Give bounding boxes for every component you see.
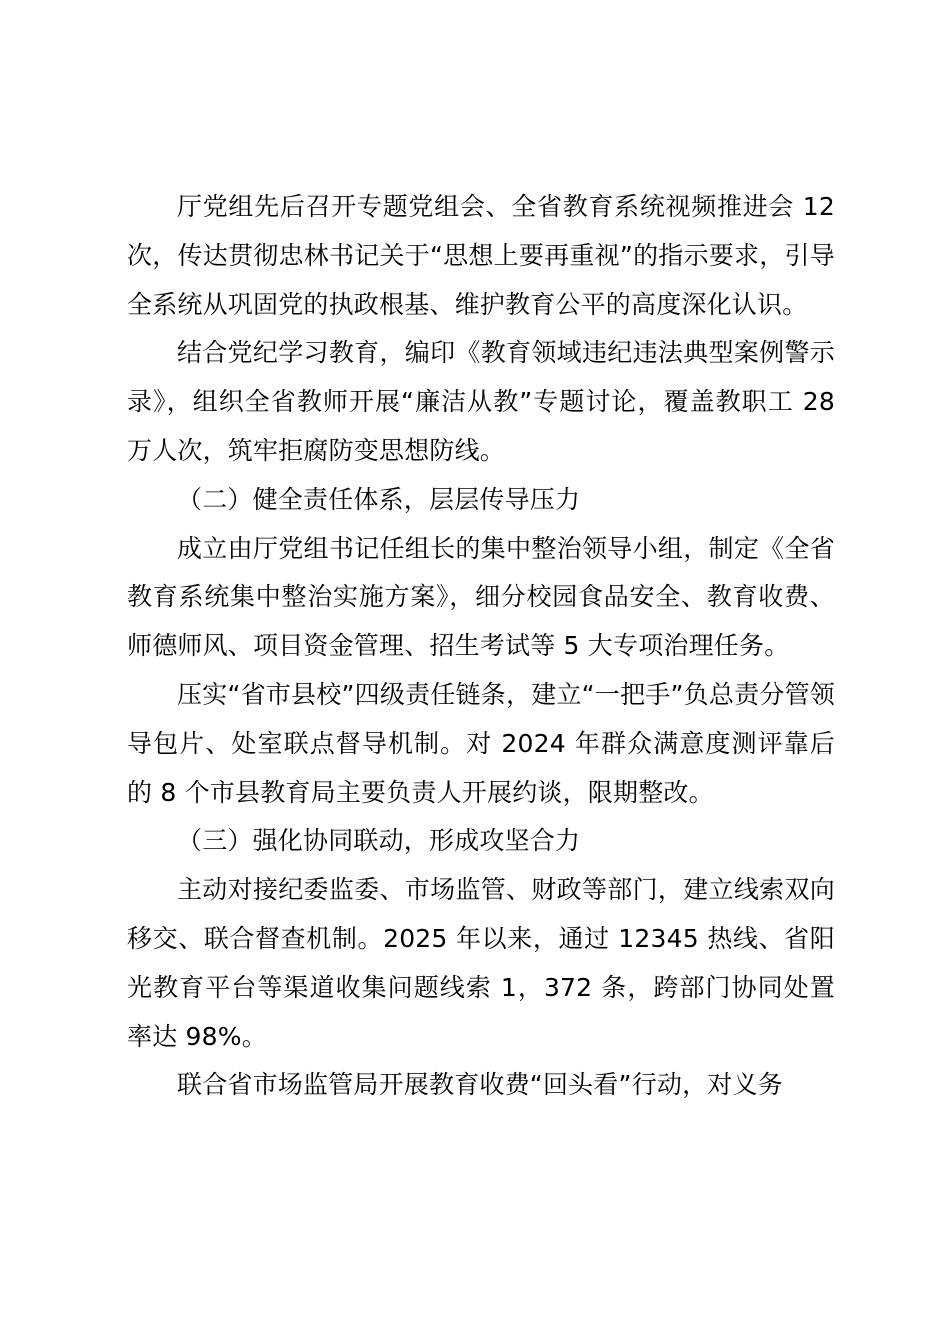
section-heading-3: （三）强化协同联动，形成攻坚合力 [177, 826, 581, 856]
paragraph-5: 主动对接纪委监委、市场监管、财政等部门，建立线索双向移交、联合督查机制。2025 年以来，通过 12345 热线、省阳光教育平台等渠道收集问题线索 1，372 条，跨部门协同处置率达 98%。 [127, 875, 835, 1051]
paragraph-3: 成立由厅党组书记任组长的集中整治领导小组，制定《全省教育系统集中整治实施方案》，细分校园食品安全、教育收费、师德师风、项目资金管理、招生考试等 5 大专项治理任务。 [127, 533, 835, 661]
paragraph-4: 压实“省市县校”四级责任链条，建立“一把手”负总责分管领导包片、处室联点督导机制。对 2024 年群众满意度测评靠后的 8 个市县教育局主要负责人开展约谈，限期整改。 [127, 679, 835, 807]
document-body [127, 183, 844, 1110]
paragraph-6: 联合省市场监管局开展教育收费“回头看”行动，对义务 [177, 1070, 783, 1100]
paragraph-2: 结合党纪学习教育，编印《教育领域违纪违法典型案例警示录》，组织全省教师开展“廉洁从教”专题讨论，覆盖教职工 28 万人次，筑牢拒腐防变思想防线。 [127, 338, 844, 465]
paragraph-1: 厅党组先后召开专题党组会、全省教育系统视频推进会 12 次，传达贯彻忠林书记关于“思想上要再重视”的指示要求，引导全系统从巩固党的执政根基、维护教育公平的高度深化认识。 [127, 192, 844, 319]
section-heading-2: （二）健全责任体系，层层传导压力 [177, 484, 581, 514]
